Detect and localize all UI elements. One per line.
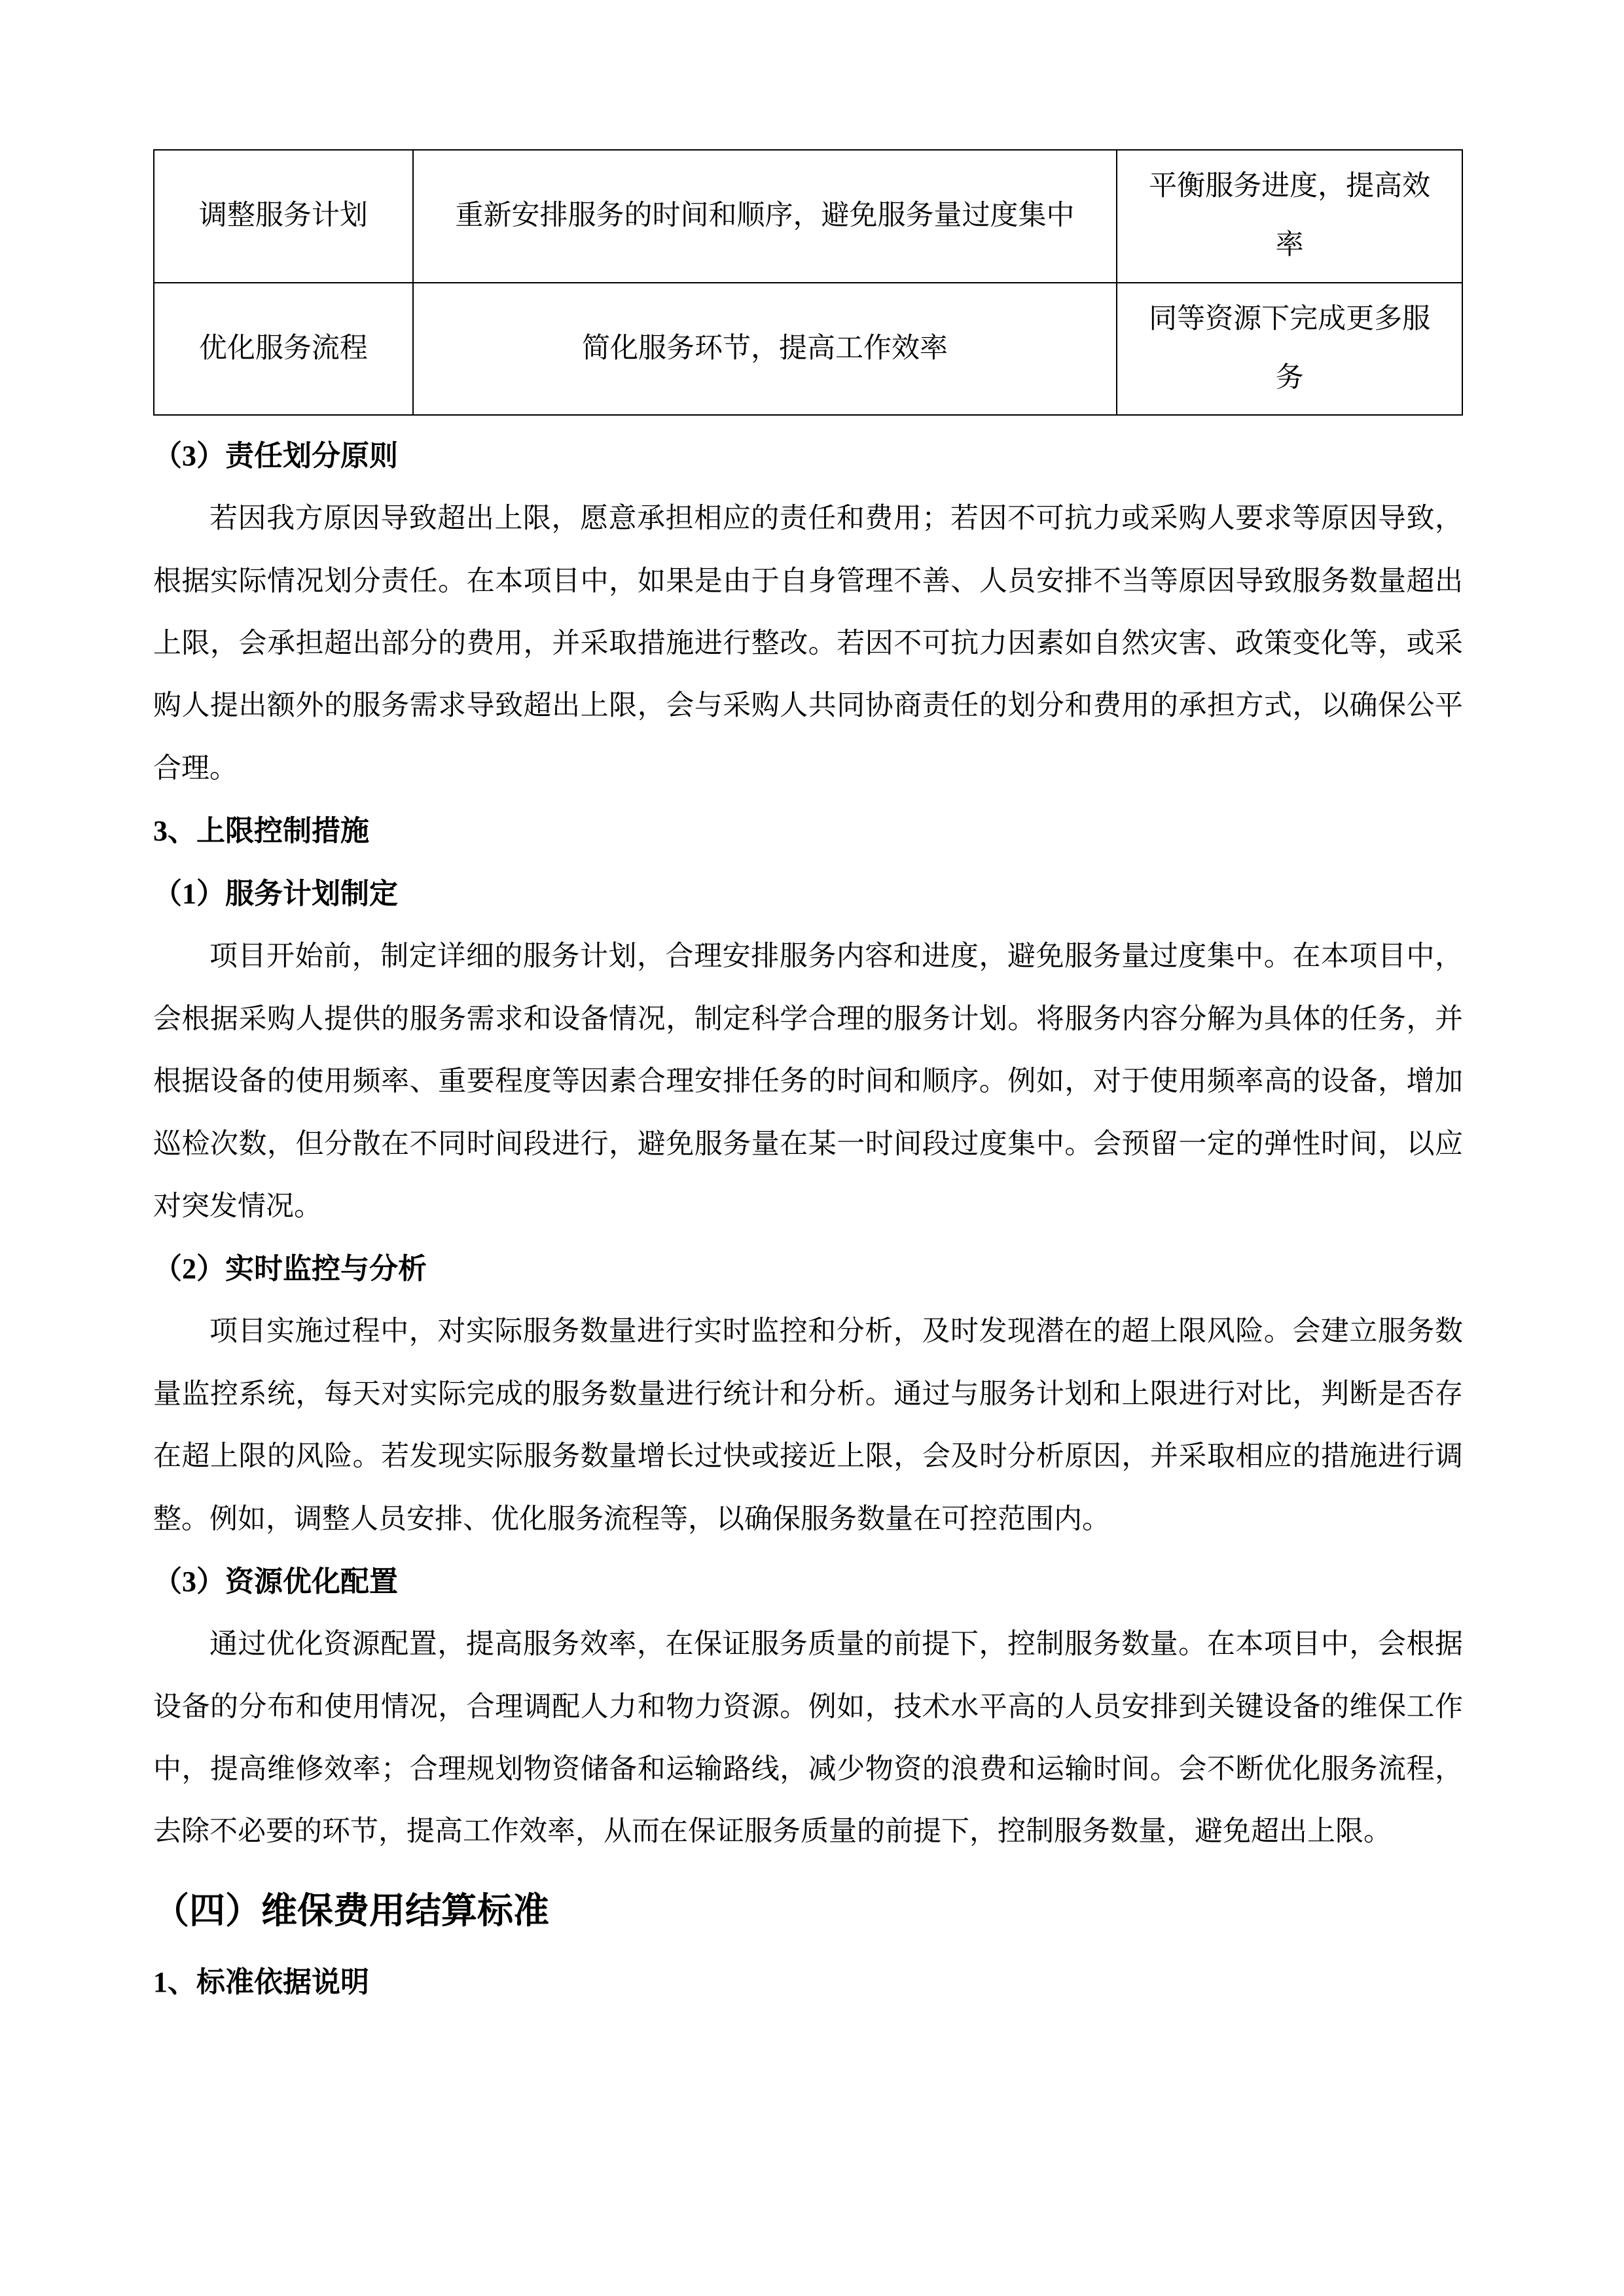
paragraph-resource-optimization: 通过优化资源配置，提高服务效率，在保证服务质量的前提下，控制服务数量。在本项目中，会根据设备的分布和使用情况，合理调配人力和物力资源。例如，技术水平高的人员安排到关键设备的维保工作中，提高维修效率；合理规划物资储备和运输路线，减少物资的浪费和运输时间。会不断优化服务流程，去除不必要的环节，提高工作效率，从而在保证服务质量的前提下，控制服务数量，避免超出上限。	[153, 1629, 1463, 1848]
table-cell: 重新安排服务的时间和顺序，避免服务量过度集中	[413, 150, 1117, 283]
section-heading-realtime-monitoring: （2）实时监控与分析	[153, 1253, 427, 1285]
paragraph-responsibility-division: 若因我方原因导致超出上限，愿意承担相应的责任和费用；若因不可抗力或采购人要求等原因导致，根据实际情况划分责任。在本项目中，如果是由于自身管理不善、人员安排不当等原因导致服务数量超出上限，会承担超出部分的费用，并采取措施进行整改。若因不可抗力因素如自然灾害、政策变化等，或采购人提出额外的服务需求导致超出上限，会与采购人共同协商责任的划分和费用的承担方式，以确保公平合理。	[153, 503, 1463, 784]
table-cell: 同等资源下完成更多服务	[1117, 283, 1462, 416]
table-cell: 优化服务流程	[154, 283, 413, 416]
section-heading-maintenance-fee-settlement: （四）维保费用结算标准	[153, 1890, 550, 1931]
section-heading-limit-control-measures: 3、上限控制措施	[153, 815, 369, 848]
section-heading-responsibility-division: （3）责任划分原则	[153, 440, 398, 473]
table-row	[154, 283, 1462, 416]
section-heading-standard-basis: 1、标准依据说明	[153, 1965, 369, 1998]
paragraph-realtime-monitoring: 项目实施过程中，对实际服务数量进行实时监控和分析，及时发现潜在的超上限风险。会建立服务数量监控系统，每天对实际完成的服务数量进行统计和分析。通过与服务计划和上限进行对比，判断是否存在超上限的风险。若发现实际服务数量增长过快或接近上限，会及时分析原因，并采取相应的措施进行调整。例如，调整人员安排、优化服务流程等，以确保服务数量在可控范围内。	[153, 1316, 1463, 1535]
section-heading-resource-optimization: （3）资源优化配置	[153, 1566, 398, 1598]
table-row	[154, 150, 1462, 283]
section-heading-service-plan: （1）服务计划制定	[153, 878, 398, 910]
table-cell: 调整服务计划	[154, 150, 413, 283]
table-cell: 简化服务环节，提高工作效率	[413, 283, 1117, 416]
paragraph-service-plan: 项目开始前，制定详细的服务计划，合理安排服务内容和进度，避免服务量过度集中。在本项目中，会根据采购人提供的服务需求和设备情况，制定科学合理的服务计划。将服务内容分解为具体的任务，并根据设备的使用频率、重要程度等因素合理安排任务的时间和顺序。例如，对于使用频率高的设备，增加巡检次数，但分散在不同时间段进行，避免服务量在某一时间段过度集中。会预留一定的弹性时间，以应对突发情况。	[153, 941, 1463, 1222]
table-cell: 平衡服务进度，提高效率	[1117, 150, 1462, 283]
service-measures-table	[153, 149, 1463, 416]
